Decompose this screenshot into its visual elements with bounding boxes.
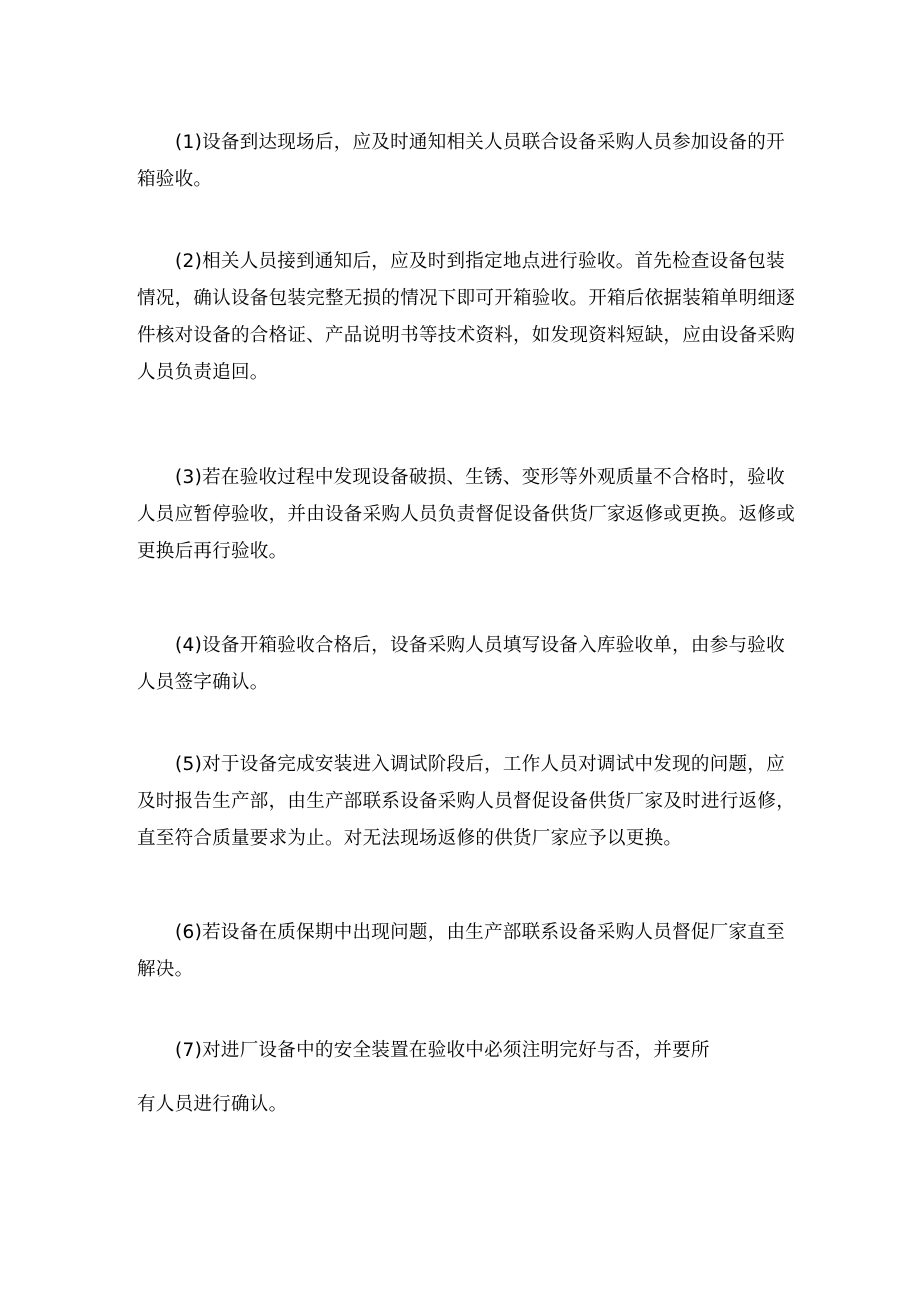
paragraph-line: 箱验收。 [137,169,213,190]
paragraph-line: 更换后再行验收。 [137,541,288,562]
paragraph-line: 有人员进行确认。 [137,1094,288,1115]
paragraph-line: 情况，确认设备包装完整无损的情况下即可开箱验收。开箱后依据装箱单明细逐 [137,288,796,309]
paragraph-2 [137,243,796,391]
paragraph-line: 直至符合质量要求为止。对无法现场返修的供货厂家应予以更换。 [137,828,683,849]
paragraph-line: 及时报告生产部，由生产部联系设备采购人员督促设备供货厂家及时进行返修， [137,791,796,812]
paragraph-line: (6)若设备在质保期中出现问题，由生产部联系设备采购人员督促厂家直至 [175,922,785,943]
paragraph-6 [137,914,789,988]
paragraph-3 [137,459,796,570]
paragraph-1 [137,124,789,198]
paragraph-7 [137,1032,789,1123]
paragraph-line: (5)对于设备完成安装进入调试阶段后，工作人员对调试中发现的问题，应 [175,754,785,775]
paragraph-5 [137,746,796,857]
paragraph-line: 人员签字确认。 [137,672,269,693]
paragraph-line: (7)对进厂设备中的安全装置在验收中必须注明完好与否，并要所 [175,1040,710,1061]
paragraph-line: (2)相关人员接到通知后，应及时到指定地点进行验收。首先检查设备包装 [175,251,785,272]
paragraph-line: (4)设备开箱验收合格后，设备采购人员填写设备入库验收单，由参与验收 [175,635,785,656]
paragraph-line: (3)若在验收过程中发现设备破损、生锈、变形等外观质量不合格时，验收 [175,467,785,488]
paragraph-line: 解决。 [137,959,194,980]
paragraph-line: 人员负责追回。 [137,362,269,383]
paragraph-line: (1)设备到达现场后，应及时通知相关人员联合设备采购人员参加设备的开 [175,132,785,153]
paragraph-line: 人员应暂停验收，并由设备采购人员负责督促设备供货厂家返修或更换。返修或 [137,504,796,525]
paragraph-line: 件核对设备的合格证、产品说明书等技术资料，如发现资料短缺，应由设备采购 [137,325,796,346]
paragraph-4 [137,627,789,701]
